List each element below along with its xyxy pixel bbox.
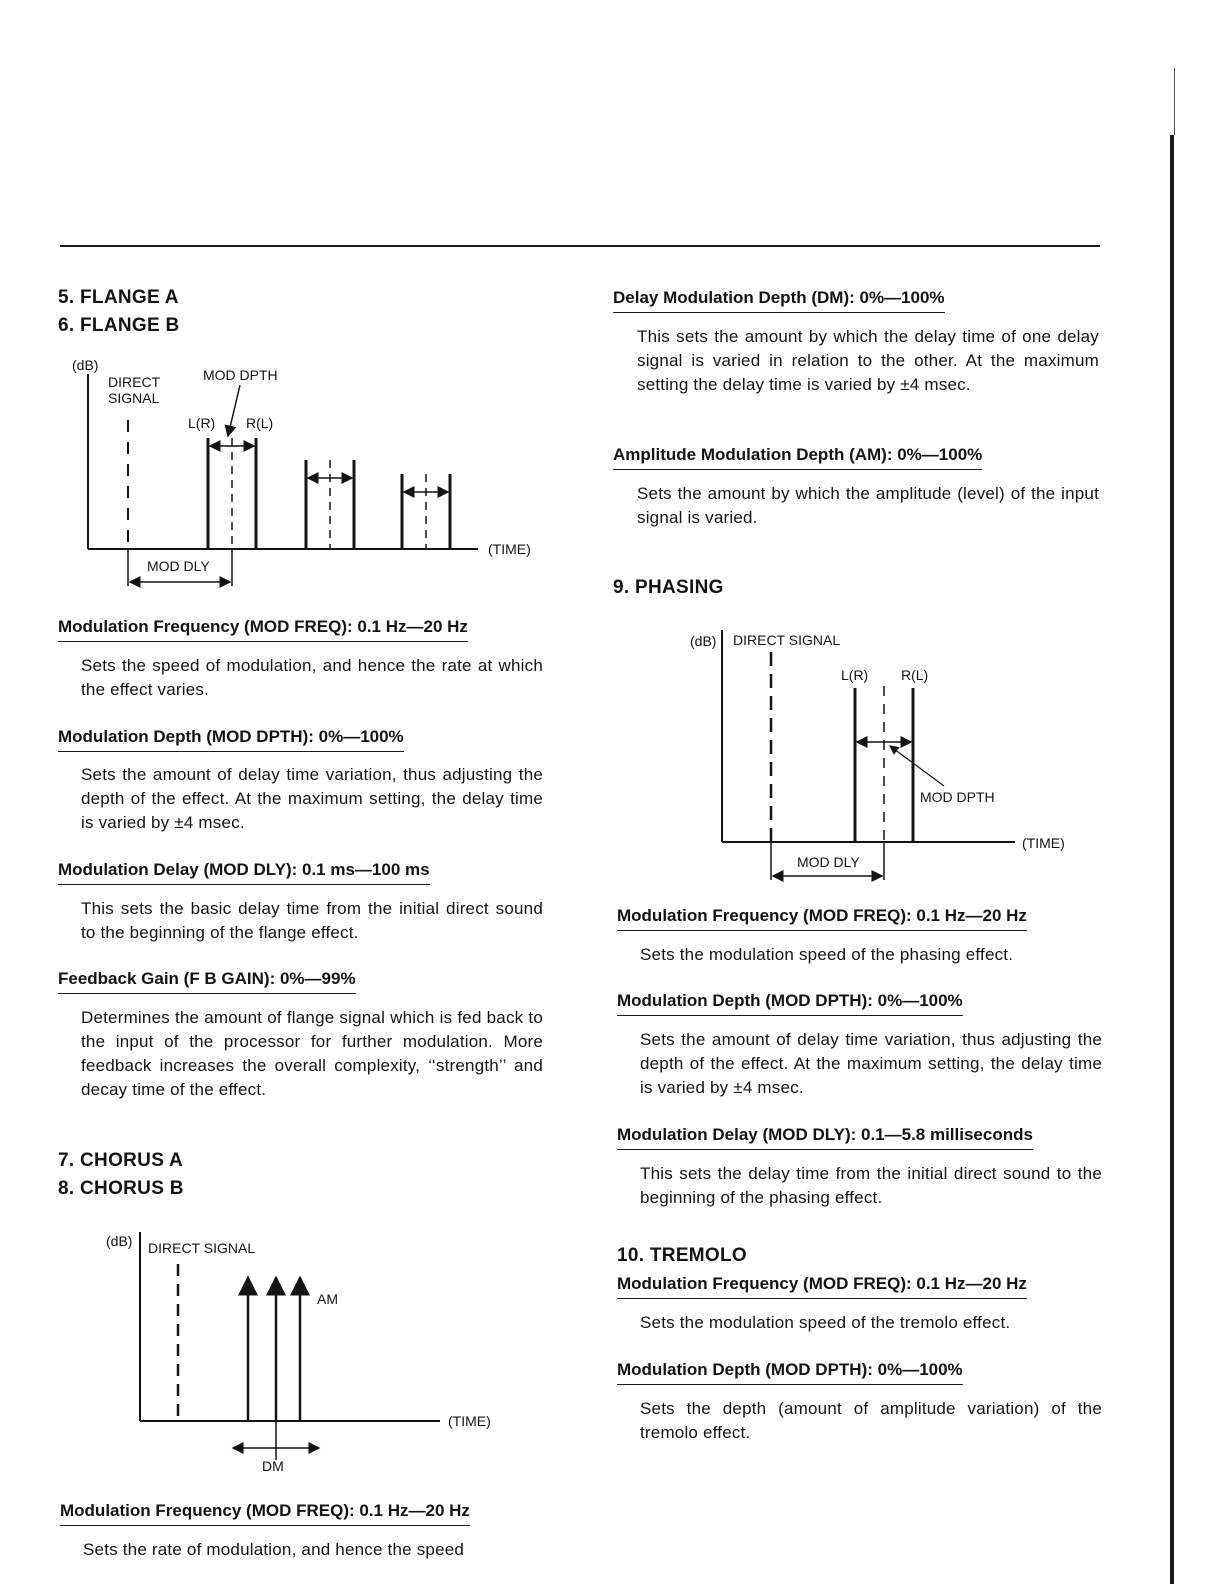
phasing-time-label: (TIME) — [1022, 835, 1065, 851]
param-label: Amplitude Modulation Depth (AM): 0%—100% — [613, 444, 982, 470]
phasing-db-label: (dB) — [690, 633, 717, 649]
chorus-a-title: 7. CHORUS A — [58, 1150, 184, 1171]
phasing-param-3 — [617, 1124, 1033, 1150]
flange-mod-dpth-pointer — [228, 385, 240, 436]
param-label: Modulation Delay (MOD DLY): 0.1 ms—100 ms — [58, 859, 430, 885]
flange-direct-label: DIRECT — [108, 374, 161, 390]
chorus-time-label: (TIME) — [448, 1413, 491, 1429]
flange-param-3 — [58, 859, 430, 885]
phasing-lr-label: L(R) — [841, 667, 869, 683]
phasing-direct-label: DIRECT SIGNAL — [733, 632, 841, 648]
param-label: Feedback Gain (F B GAIN): 0%—99% — [58, 968, 356, 994]
chorus-direct-label: DIRECT SIGNAL — [148, 1240, 256, 1256]
flange-mod-dly-label: MOD DLY — [147, 558, 210, 574]
phasing-title: 9. PHASING — [613, 577, 724, 598]
param-label: Modulation Frequency (MOD FREQ): 0.1 Hz—20 Hz — [60, 1500, 470, 1526]
chorus-am-label: AM — [317, 1291, 338, 1307]
param-text: This sets the basic delay time from the initial direct sound to the beginning of the flange effect. — [81, 899, 543, 942]
param-text: Sets the speed of modulation, and hence the rate at which the effect varies. — [81, 656, 543, 699]
chorus-param-am — [613, 444, 982, 470]
flange-mod-dpth-label: MOD DPTH — [203, 367, 278, 383]
param-text: Sets the amount by which the amplitude (level) of the input signal is varied. — [637, 484, 1099, 527]
param-label: Modulation Frequency (MOD FREQ): 0.1 Hz—20 Hz — [58, 616, 468, 642]
flange-diagram — [60, 350, 560, 600]
chorus-db-label: (dB) — [106, 1233, 133, 1249]
chorus-diagram — [100, 1228, 520, 1478]
param-text: Sets the rate of modulation, and hence the speed — [83, 1540, 465, 1559]
param-label: Modulation Depth (MOD DPTH): 0%—100% — [617, 990, 963, 1016]
flange-a-title: 5. FLANGE A — [58, 287, 179, 308]
flange-b-title: 6. FLANGE B — [58, 315, 180, 336]
param-label: Modulation Frequency (MOD FREQ): 0.1 Hz—20 Hz — [617, 1273, 1027, 1299]
param-text: Sets the depth (amount of amplitude variation) of the tremolo effect. — [640, 1399, 1102, 1442]
param-label: Modulation Depth (MOD DPTH): 0%—100% — [617, 1359, 963, 1385]
chorus-dm-label: DM — [262, 1458, 284, 1474]
param-label: Modulation Frequency (MOD FREQ): 0.1 Hz—20 Hz — [617, 905, 1027, 931]
phasing-param-2 — [617, 990, 963, 1016]
page-edge-bar — [1170, 135, 1174, 1584]
tremolo-param-1 — [617, 1273, 1027, 1299]
param-text: Sets the modulation speed of the tremolo effect. — [640, 1313, 1011, 1332]
param-label: Modulation Depth (MOD DPTH): 0%—100% — [58, 726, 404, 752]
flange-lr-label: L(R) — [188, 415, 216, 431]
phasing-mod-dpth-label: MOD DPTH — [920, 789, 995, 805]
param-text: Determines the amount of flange signal which is fed back to the input of the processor for further modulation. More feedback increases the overall complexity, ‘‘strength’’ and decay time of the effect. — [81, 1008, 543, 1099]
param-label: Delay Modulation Depth (DM): 0%—100% — [613, 287, 945, 313]
param-text: This sets the delay time from the initial direct sound to the beginning of the phasing effect. — [640, 1164, 1102, 1207]
tremolo-param-2 — [617, 1359, 963, 1385]
phasing-mod-dly-label: MOD DLY — [797, 854, 860, 870]
chorus-param-dm — [613, 287, 945, 313]
page-edge-mark — [1174, 68, 1175, 135]
flange-param-2 — [58, 726, 404, 752]
param-text: This sets the amount by which the delay time of one delay signal is varied in relation to the other. At the maximum setting the delay time is varied by ±4 msec. — [637, 327, 1099, 394]
flange-param-4 — [58, 968, 356, 994]
phasing-param-1 — [617, 905, 1027, 931]
flange-param-1 — [58, 616, 468, 642]
phasing-rl-label: R(L) — [901, 667, 929, 683]
param-text: Sets the amount of delay time variation, thus adjusting the depth of the effect. At the maximum setting, the delay time is varied by ±4 msec. — [81, 765, 543, 832]
flange-signal-label: SIGNAL — [108, 390, 160, 406]
param-text: Sets the amount of delay time variation, thus adjusting the depth of the effect. At the maximum setting, the delay time is varied by ±4 msec. — [640, 1030, 1102, 1097]
phasing-mod-dpth-pointer — [890, 746, 944, 786]
tremolo-title: 10. TREMOLO — [617, 1245, 747, 1266]
param-label: Modulation Delay (MOD DLY): 0.1—5.8 milliseconds — [617, 1124, 1033, 1150]
phasing-diagram — [680, 622, 1100, 887]
param-text: Sets the modulation speed of the phasing effect. — [640, 945, 1014, 964]
flange-db-label: (dB) — [72, 357, 99, 373]
header-rule — [60, 245, 1100, 247]
chorus-param-1 — [60, 1500, 470, 1526]
flange-time-label: (TIME) — [488, 541, 531, 557]
chorus-b-title: 8. CHORUS B — [58, 1178, 184, 1199]
flange-rl-label: R(L) — [246, 415, 274, 431]
